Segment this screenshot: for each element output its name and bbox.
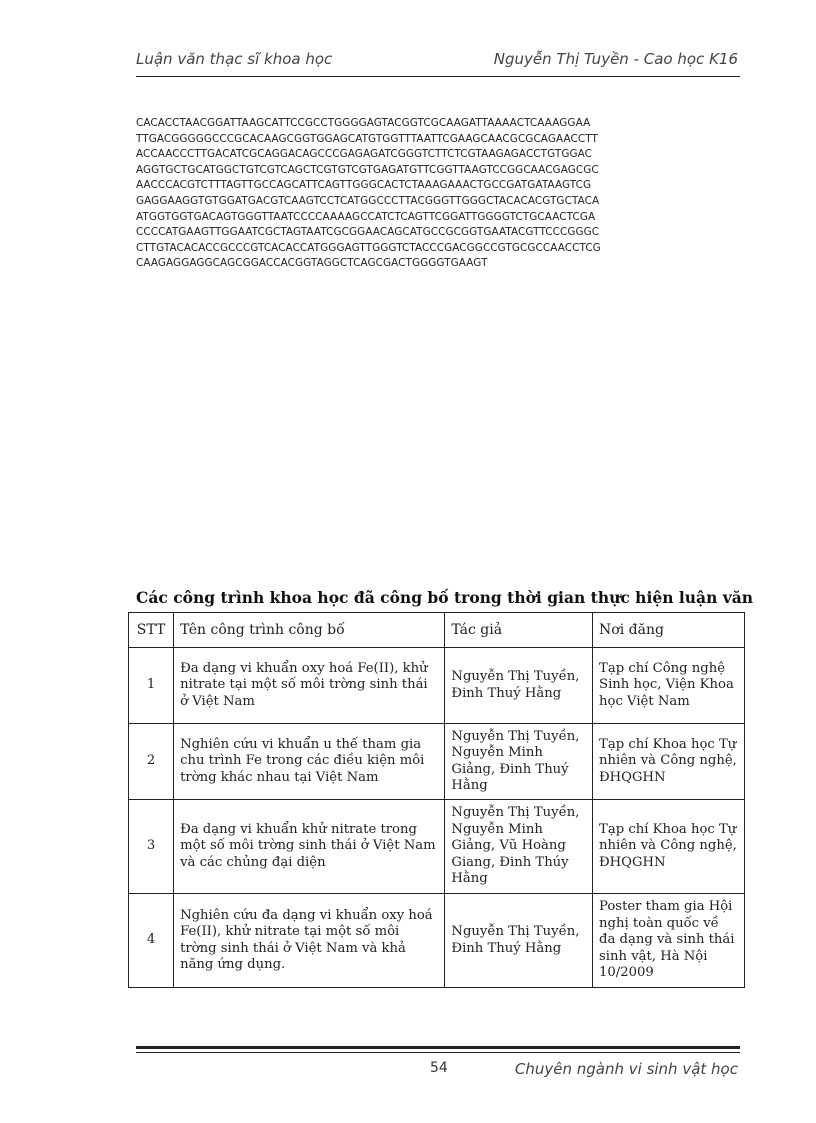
cell-author: Nguyễn Thị Tuyền, Nguyễn Minh Giảng, Đinh Thuý Hằng: [445, 724, 593, 800]
table-row: [129, 724, 745, 800]
column-header-name: Tên công trình công bố: [174, 613, 445, 648]
cell-where: Poster tham gia Hội nghị toàn quốc về đa dạng và sinh thái sinh vật, Hà Nội 10/2009: [593, 894, 745, 988]
cell-stt: 2: [129, 724, 174, 800]
cell-name: Đa dạng vi khuẩn khử nitrate trong một số môi trờng sinh thái ở Việt Nam và các chủng đại diện: [174, 800, 445, 894]
sequence-line: TTGACGGGGGCCCGCACAAGCGGTGGAGCATGTGGTTTAATTCGAAGCAACGCGCAGAACCTT: [136, 132, 598, 145]
page-footer: [136, 1046, 740, 1086]
sequence-line: CTTGTACACACCGCCCGTCACACCATGGGAGTTGGGTCTACCCGACGGCCGTGCGCCAACCTCG: [136, 241, 601, 254]
cell-author: Nguyễn Thị Tuyền, Nguyễn Minh Giảng, Vũ Hoàng Giang, Đinh Thúy Hằng: [445, 800, 593, 894]
publications-table: [128, 612, 745, 988]
sequence-line: CACACCTAACGGATTAAGCATTCCGCCTGGGGAGTACGGTCGCAAGATTAAAACTCAAAGGAA: [136, 117, 591, 129]
page-header: [136, 48, 740, 78]
sequence-line: GAGGAAGGTGTGGATGACGTCAAGTCCTCATGGCCCTTACGGGTTGGGCTACACACGTGCTACA: [136, 194, 600, 207]
header-thesis-type: Luận văn thạc sĩ khoa học: [136, 50, 333, 68]
cell-stt: 4: [129, 894, 174, 988]
publications-heading: Các công trình khoa học đã công bố trong thời gian thực hiện luận văn: [136, 588, 754, 607]
sequence-line: AGGTGCTGCATGGCTGTCGTCAGCTCGTGTCGTGAGATGTTCGGTTAAGTCCGGCAACGAGCGC: [136, 163, 599, 176]
cell-name: Nghiên cứu vi khuẩn u thế tham gia chu trình Fe trong các điều kiện môi trờng khác nhau tại Việt Nam: [174, 724, 445, 800]
cell-stt: 3: [129, 800, 174, 894]
cell-stt: 1: [129, 648, 174, 724]
cell-name: Đa dạng vi khuẩn oxy hoá Fe(II), khử nitrate tại một số môi trờng sinh thái ở Việt Nam: [174, 648, 445, 724]
sequence-line: ATGGTGGTGACAGTGGGTTAATCCCCAAAAGCCATCTCAGTTCGGATTGGGGTCTGCAACTCGA: [136, 210, 596, 223]
table-header-row: [129, 613, 745, 648]
column-header-author: Tác giả: [445, 613, 593, 648]
table-row: [129, 800, 745, 894]
cell-where: Tạp chí Khoa học Tự nhiên và Công nghệ, ĐHQGHN: [593, 800, 745, 894]
table-row: [129, 648, 745, 724]
cell-author: Nguyễn Thị Tuyền, Đinh Thuý Hằng: [445, 648, 593, 724]
column-header-where: Nơi đăng: [593, 613, 745, 648]
column-header-stt: STT: [129, 613, 174, 648]
cell-where: Tạp chí Khoa học Tự nhiên và Công nghệ, ĐHQGHN: [593, 724, 745, 800]
sequence-line: CCCCATGAAGTTGGAATCGCTAGTAATCGCGGAACAGCATGCCGCGGTGAATACGTTCCCGGGC: [136, 226, 600, 239]
page-number: 54: [430, 1060, 448, 1076]
header-author: Nguyễn Thị Tuyền - Cao học K16: [493, 50, 738, 68]
footer-major: Chuyên ngành vi sinh vật học: [514, 1060, 738, 1078]
cell-where: Tạp chí Công nghệ Sinh học, Viện Khoa học Việt Nam: [593, 648, 745, 724]
cell-name: Nghiên cứu đa dạng vi khuẩn oxy hoá Fe(II), khử nitrate tại một số môi trờng sinh thái ở Việt Nam và khả năng ứng dụng.: [174, 894, 445, 988]
cell-author: Nguyễn Thị Tuyền, Đinh Thuý Hằng: [445, 894, 593, 988]
header-rule: [136, 76, 740, 77]
dna-sequence: [136, 116, 736, 272]
sequence-line: CAAGAGGAGGCAGCGGACCACGGTAGGCTCAGCGACTGGGGTGAAGT: [136, 257, 488, 270]
footer-rule-thin: [136, 1052, 740, 1053]
footer-rule-thick: [136, 1046, 740, 1049]
sequence-line: AACCCACGTCTTTAGTTGCCAGCATTCAGTTGGGCACTCTAAAGAAACTGCCGATGATAAGTCG: [136, 179, 592, 192]
sequence-line: ACCAACCCTTGACATCGCAGGACAGCCCGAGAGATCGGGTCTTCTCGTAAGAGACCTGTGGAC: [136, 148, 593, 161]
table-row: [129, 894, 745, 988]
